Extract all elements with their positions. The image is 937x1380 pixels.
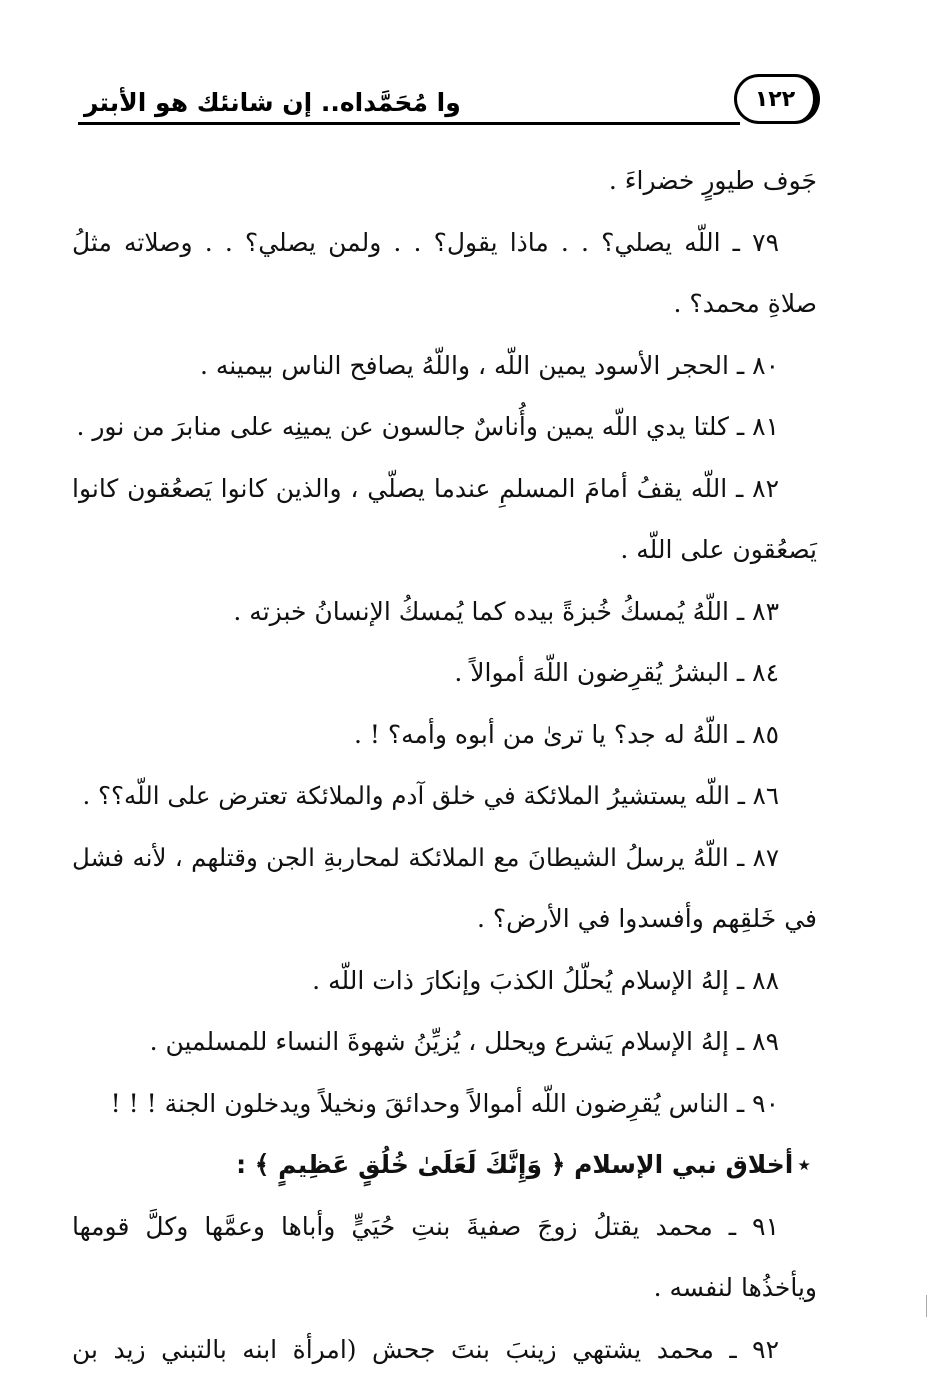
text-line: ٨٧ ـ اللّهُ يرسلُ الشيطانَ مع الملائكة لمحاربةِ الجن وقتلهم ، لأنه فشل xyxy=(72,827,817,889)
text-line: ٨٩ ـ إلهُ الإسلام يَشرع ويحلل ، يُزيِّنُ شهوةَ النساء للمسلمين . xyxy=(72,1011,817,1073)
text-line: ٨٠ ـ الحجر الأسود يمين اللّه ، واللّهُ يصافح الناس بيمينه . xyxy=(72,335,817,397)
text-line: ٨١ ـ كلتا يدي اللّه يمين وأُناسٌ جالسون عن يمينِه على منابرَ من نور . xyxy=(72,396,817,458)
text-line: ويأخذُها لنفسه . xyxy=(72,1257,817,1319)
section-heading-text: أخلاق نبي الإسلام ﴿ وَإِنَّكَ لَعَلَىٰ خُلُقٍ عَظِيمٍ ﴾ : xyxy=(236,1150,793,1179)
text-line: ٨٨ ـ إلهُ الإسلام يُحلّلُ الكذبَ وإنكارَ ذات اللّه . xyxy=(72,950,817,1012)
text-line: في خَلقِهم وأفسدوا في الأرض؟ . xyxy=(72,888,817,950)
text-line: ٧٩ ـ اللّه يصلي؟ . . ماذا يقول؟ . . ولمن يصلي؟ . . وصلاته مثلُ xyxy=(72,212,817,274)
page-edge-mark xyxy=(926,1295,927,1317)
text-line: ٨٣ ـ اللّهُ يُمسكُ خُبزةً بيده كما يُمسكُ الإنسانُ خبزته . xyxy=(72,581,817,643)
text-line: جَوف طيورٍ خضراءَ . xyxy=(72,150,817,212)
text-line: ٨٤ ـ البشرُ يُقرِضون اللّهَ أموالاً . xyxy=(72,642,817,704)
header-rule xyxy=(78,122,740,125)
text-line: ٨٥ ـ اللّهُ له جد؟ يا ترىٰ من أبوه وأمه؟ ! . xyxy=(72,704,817,766)
text-line: ٨٦ ـ اللّه يستشيرُ الملائكة في خلق آدم والملائكة تعترض على اللّه؟؟ . xyxy=(72,765,817,827)
text-line: صلاةِ محمد؟ . xyxy=(72,273,817,335)
page-number: ١٢٢ xyxy=(734,74,820,124)
text-line: ٩٠ ـ الناس يُقرِضون اللّه أموالاً وحدائقَ ونخيلاً ويدخلون الجنة ! ! ! xyxy=(72,1073,817,1135)
text-line: ٨٢ ـ اللّه يقفُ أمامَ المسلمِ عندما يصلّي ، والذين كانوا يَصعُقون كانوا xyxy=(72,458,817,520)
text-line: ٩١ ـ محمد يقتلُ زوجَ صفيةَ بنتِ حُيَيٍّ وأباها وعمَّها وكلَّ قومها xyxy=(72,1196,817,1258)
section-star-marker: ٭ xyxy=(797,1134,811,1196)
page-header xyxy=(78,72,820,142)
running-title: وا مُحَمَّداه.. إن شانئك هو الأبتر xyxy=(84,88,461,117)
section-heading xyxy=(72,1134,817,1196)
text-line: يَصعُقون على اللّه . xyxy=(72,519,817,581)
page-body xyxy=(72,150,817,1380)
text-line: ٩٢ ـ محمد يشتهي زينبَ بنتَ جحش (امرأة ابنه بالتبني زيد بن xyxy=(72,1319,817,1380)
